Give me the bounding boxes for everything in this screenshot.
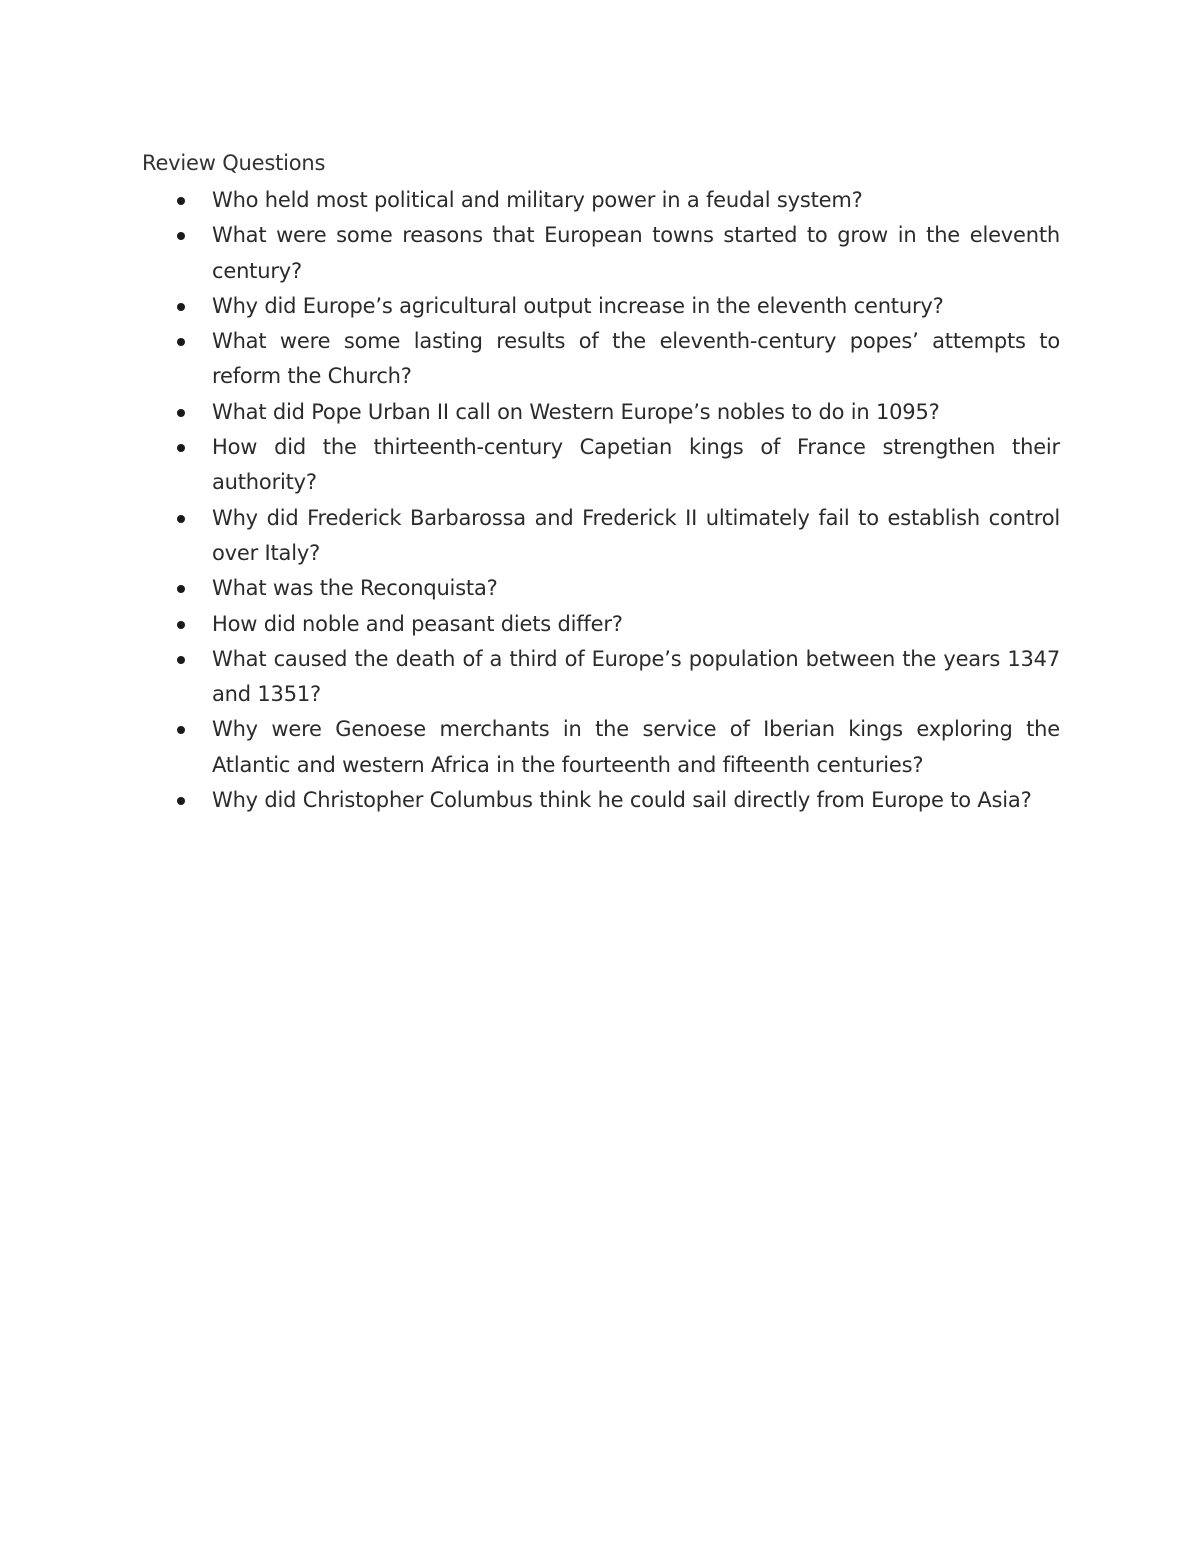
list-item (142, 183, 1060, 218)
question-text: What did Pope Urban II call on Western Europe’s nobles to do in 1095? (212, 399, 940, 424)
bullet-icon (177, 409, 185, 417)
bullet-icon (177, 197, 185, 205)
bullet-icon (177, 338, 185, 346)
question-text: Why did Christopher Columbus think he could sail directly from Europe to Asia? (212, 788, 1032, 813)
question-text: What caused the death of a third of Europe’s population between the years 1347 and 1351? (212, 646, 1060, 707)
bullet-icon (177, 797, 185, 805)
list-item (142, 607, 1060, 642)
question-text: How did the thirteenth-century Capetian kings of France strengthen their authority? (212, 435, 1060, 495)
question-text: What were some lasting results of the eleventh-century popes’ attempts to reform the Church? (212, 329, 1060, 389)
list-item (142, 642, 1060, 713)
list-item (142, 324, 1060, 395)
question-list (142, 183, 1060, 818)
list-item (142, 395, 1060, 430)
list-item (142, 289, 1060, 324)
list-item (142, 501, 1060, 572)
bullet-icon (177, 232, 185, 240)
section-heading: Review Questions (142, 151, 326, 175)
bullet-icon (177, 621, 185, 629)
bullet-icon (177, 656, 185, 664)
bullet-icon (177, 303, 185, 311)
bullet-icon (177, 585, 185, 593)
question-text: How did noble and peasant diets differ? (212, 611, 623, 636)
bullet-icon (177, 515, 185, 523)
question-text: What were some reasons that European towns started to grow in the eleventh century? (212, 223, 1060, 283)
list-item (142, 430, 1060, 501)
list-item (142, 712, 1060, 783)
list-item (142, 783, 1060, 818)
question-text: Who held most political and military power in a feudal system? (212, 188, 863, 212)
question-text: What was the Reconquista? (212, 576, 498, 601)
bullet-icon (177, 444, 185, 452)
list-item (142, 571, 1060, 606)
question-text: Why were Genoese merchants in the service of Iberian kings exploring the Atlantic and western Africa in the fourteenth and fifteenth centuries? (212, 717, 1060, 777)
bullet-icon (177, 726, 185, 734)
question-text: Why did Europe’s agricultural output increase in the eleventh century? (212, 293, 944, 318)
question-text: Why did Frederick Barbarossa and Frederick II ultimately fail to establish control over Italy? (212, 505, 1060, 565)
list-item (142, 218, 1060, 289)
